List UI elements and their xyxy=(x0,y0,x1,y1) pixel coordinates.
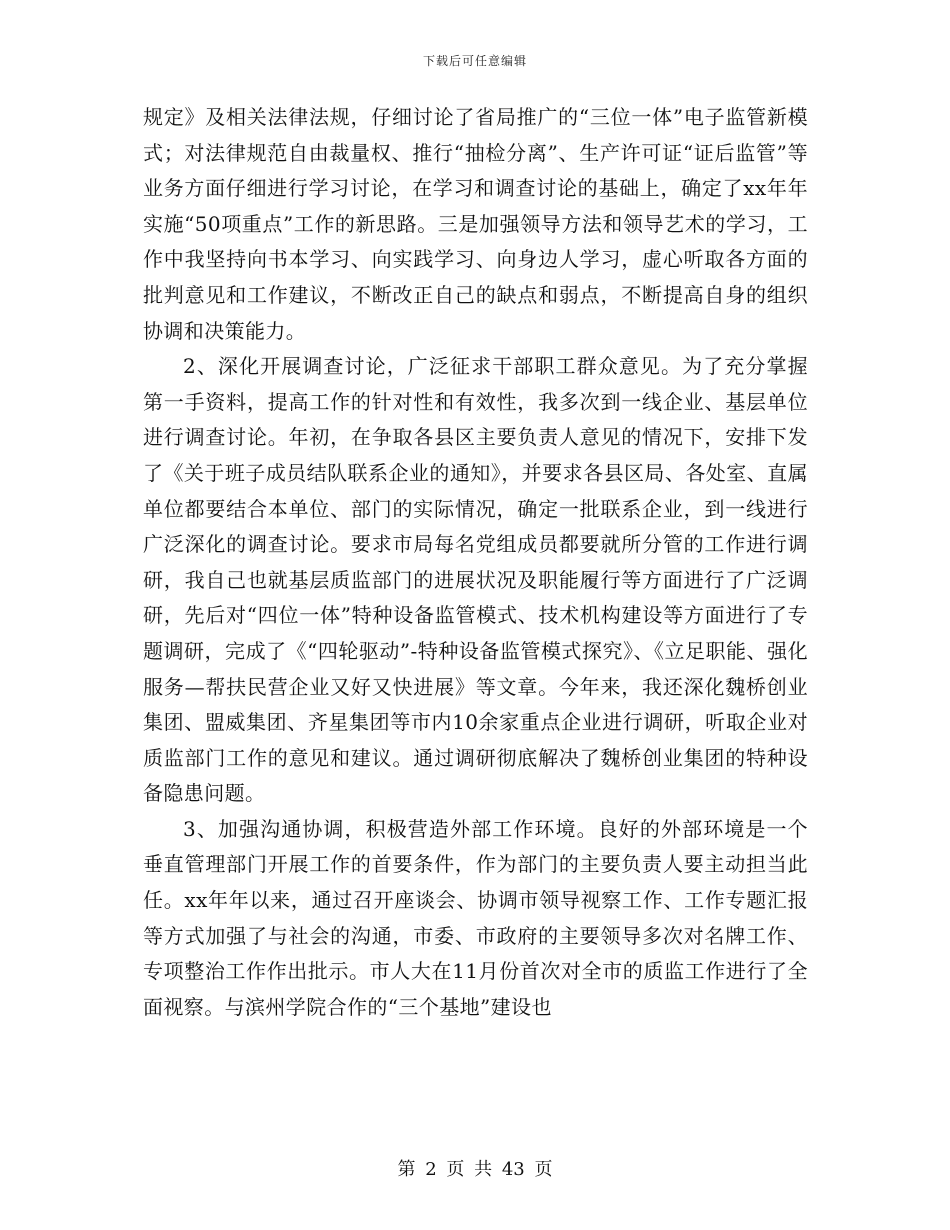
paragraph-continuation: 规定》及相关法律法规，仔细讨论了省局推广的“三位一体”电子监管新模式；对法律规范自由裁量权、推行“抽检分离”、生产许可证“证后监管”等业务方面仔细进行学习讨论，在学习和调查讨论的基础上，确定了xx年年实施“50项重点”工作的新思路。三是加强领导方法和领导艺术的学习，工作中我坚持向书本学习、向实践学习、向身边人学习，虚心听取各方面的批判意见和工作建议，不断改正自己的缺点和弱点，不断提高自身的组织协调和决策能力。 xyxy=(143,105,808,343)
page-number-footer: 第 2 页 共 43 页 xyxy=(397,1159,553,1180)
paragraph-item-3: 3、加强沟通协调，积极营造外部工作环境。良好的外部环境是一个垂直管理部门开展工作的首要条件，作为部门的主要负责人要主动担当此任。xx年年以来，通过召开座谈会、协调市领导视察工作、工作专题汇报等方式加强了与社会的沟通，市委、市政府的主要领导多次对名牌工作、专项整治工作作出批示。市人大在11月份首次对全市的质监工作进行了全面视察。与滨州学院合作的“三个基地”建设也 xyxy=(143,816,808,1019)
paragraph-item-2: 2、深化开展调查讨论，广泛征求干部职工群众意见。为了充分掌握第一手资料，提高工作的针对性和有效性，我多次到一线企业、基层单位进行调查讨论。年初，在争取各县区主要负责人意见的情况下，安排下发了《关于班子成员结队联系企业的通知》，并要求各县区局、各处室、直属单位都要结合本单位、部门的实际情况，确定一批联系企业，到一线进行广泛深化的调查讨论。要求市局每名党组成员都要就所分管的工作进行调研，我自己也就基层质监部门的进展状况及职能履行等方面进行了广泛调研，先后对“四位一体”特种设备监管模式、技术机构建设等方面进行了专题调研，完成了《“四轮驱动”-特种设备监管模式探究》、《立足职能、强化服务—帮扶民营企业又好又快进展》等文章。今年来，我还深化魏桥创业集团、盟威集团、齐星集团等市内10余家重点企业进行调研，听取企业对质监部门工作的意见和建议。通过调研彻底解决了魏桥创业集团的特种设备隐患问题。 xyxy=(143,354,808,806)
document-body xyxy=(143,100,808,1025)
page-header: 下载后可任意编辑 xyxy=(422,54,527,68)
